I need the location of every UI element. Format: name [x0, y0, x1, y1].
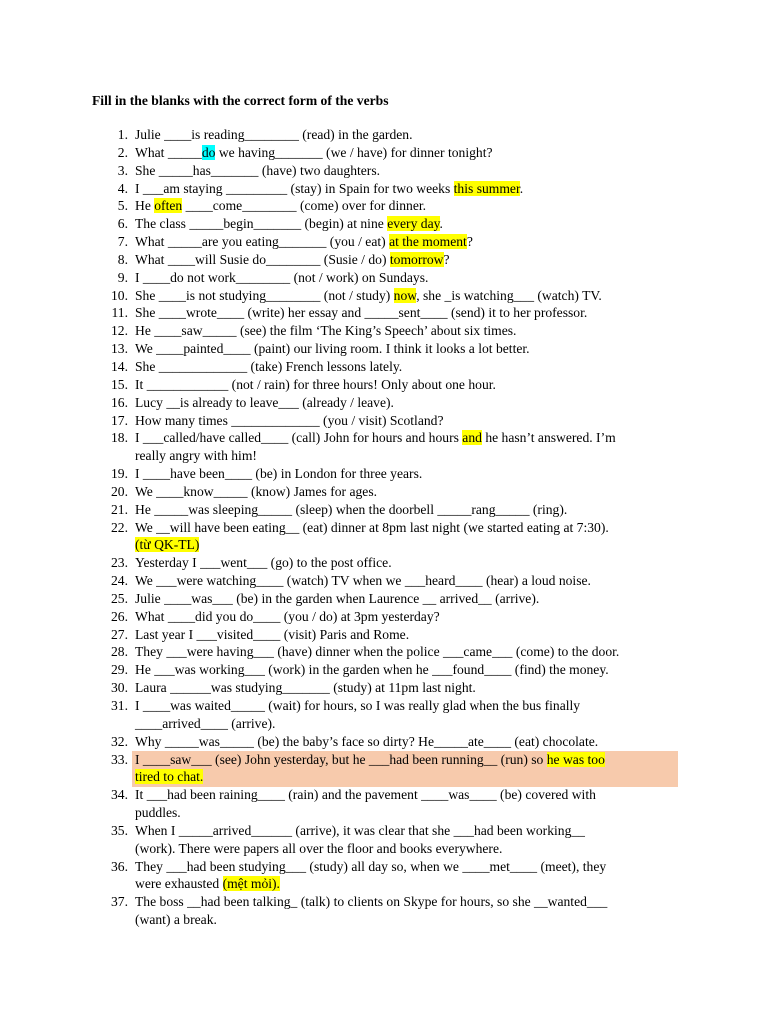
exercise-item: [0, 215, 768, 233]
text-segment: were exhausted: [135, 876, 223, 892]
exercise-text: [135, 483, 377, 501]
text-segment: I ___am staying _________ (stay) in Spain for two weeks: [135, 180, 454, 196]
exercise-item: [0, 590, 768, 608]
highlighted-text: he was too: [546, 751, 605, 767]
text-segment: we having_______ (we / have) for dinner tonight?: [215, 144, 493, 160]
exercise-number: 15.: [111, 376, 128, 392]
text-segment: I ____do not work________ (not / work) on Sundays.: [135, 269, 429, 285]
exercise-item: [0, 554, 768, 572]
highlighted-text: and: [462, 430, 482, 446]
text-segment: What _____: [135, 144, 202, 160]
text-segment: he hasn’t answered. I’m: [481, 430, 616, 446]
exercise-text: [135, 340, 530, 358]
exercise-item: [0, 412, 768, 430]
exercise-item: [0, 251, 768, 269]
exercise-text-continued: [135, 715, 275, 733]
text-segment: She ____wrote____ (write) her essay and _____sent____ (send) it to her professor.: [135, 305, 588, 321]
text-segment: ____arrived____ (arrive).: [135, 715, 276, 731]
exercise-text: [135, 126, 412, 144]
exercise-item: [0, 429, 768, 465]
text-segment: Last year I ___visited____ (visit) Paris and Rome.: [135, 626, 410, 642]
highlighted-text: at the moment: [389, 234, 467, 250]
exercise-number: 8.: [117, 251, 128, 267]
text-segment: ?: [466, 234, 473, 250]
text-segment: Lucy __is already to leave___ (already / leave).: [135, 394, 394, 410]
exercise-item: [0, 144, 768, 162]
exercise-text: [135, 858, 606, 876]
highlighted-text: (mệt mỏi).: [222, 876, 280, 892]
exercise-text-continued: [135, 536, 199, 554]
exercise-text: [135, 429, 616, 447]
exercise-number: 18.: [111, 430, 128, 446]
exercise-number: 26.: [111, 608, 128, 624]
exercise-number: 22.: [111, 519, 128, 535]
exercise-item: [0, 679, 768, 697]
exercise-text-continued: [135, 768, 203, 786]
exercise-text: [135, 162, 380, 180]
text-segment: I ____was waited_____ (wait) for hours, so I was really glad when the bus finally: [135, 698, 581, 713]
exercise-text: [135, 554, 392, 572]
exercise-text: [135, 626, 409, 644]
exercise-text: [135, 251, 450, 269]
text-segment: What ____will Susie do________ (Susie / do): [135, 251, 390, 267]
exercise-number: 30.: [111, 680, 128, 696]
text-segment: What _____are you eating_______ (you / eat): [135, 234, 390, 250]
text-segment: , she _is watching___ (watch) TV.: [416, 287, 602, 303]
highlighted-text: now: [393, 287, 417, 303]
exercise-number: 27.: [111, 626, 128, 642]
highlighted-text: every day: [387, 216, 440, 232]
exercise-item: [0, 287, 768, 305]
text-segment: Julie ____is reading________ (read) in the garden.: [135, 127, 413, 142]
text-segment: He ___was working___ (work) in the garden when he ___found____ (find) the money.: [135, 662, 609, 678]
exercise-item: [0, 822, 768, 858]
exercise-number: 4.: [117, 180, 128, 196]
text-segment: It ____________ (not / rain) for three hours! Only about one hour.: [135, 376, 496, 392]
text-segment: How many times _____________ (you / visit) Scotland?: [135, 412, 444, 428]
text-segment: .: [439, 216, 443, 232]
exercise-item: [0, 751, 768, 787]
exercise-number: 7.: [117, 234, 128, 250]
text-segment: He _____was sleeping_____ (sleep) when the doorbell _____rang_____ (ring).: [135, 501, 568, 517]
text-segment: (work). There were papers all over the floor and books everywhere.: [135, 840, 503, 856]
highlighted-text: tomorrow: [389, 251, 444, 267]
exercise-number: 21.: [111, 501, 128, 517]
text-segment: I ____saw___ (see) John yesterday, but he ___had been running__ (run) so: [135, 751, 547, 767]
exercise-text-continued: [135, 911, 217, 929]
exercise-item: [0, 733, 768, 751]
exercise-text: [135, 697, 580, 715]
exercise-list: [0, 126, 768, 929]
exercise-item: [0, 358, 768, 376]
exercise-number: 25.: [111, 590, 128, 606]
exercise-text: [135, 572, 591, 590]
exercise-item: [0, 661, 768, 679]
text-segment: When I _____arrived______ (arrive), it was clear that she ___had been working__: [135, 822, 585, 838]
exercise-text: [135, 394, 394, 412]
exercise-number: 9.: [117, 269, 128, 285]
exercise-item: [0, 197, 768, 215]
exercise-number: 34.: [111, 787, 128, 803]
exercise-text: [135, 519, 609, 537]
exercise-number: 14.: [111, 358, 128, 374]
exercise-number: 13.: [111, 341, 128, 357]
text-segment: We ___were watching____ (watch) TV when we ___heard____ (hear) a loud noise.: [135, 573, 591, 589]
exercise-item: [0, 626, 768, 644]
exercise-number: 28.: [111, 644, 128, 660]
exercise-item: [0, 304, 768, 322]
exercise-text: [135, 893, 607, 911]
exercise-text-continued: [135, 875, 280, 893]
text-segment: Why _____was_____ (be) the baby’s face so dirty? He_____ate____ (eat) chocolate.: [135, 733, 599, 749]
exercise-text: [135, 233, 473, 251]
text-segment: Julie ____was___ (be) in the garden when Laurence __ arrived__ (arrive).: [135, 590, 540, 606]
exercise-text: [135, 287, 602, 305]
text-segment: He: [135, 198, 155, 214]
exercise-text: [135, 501, 567, 519]
text-segment: really angry with him!: [135, 448, 257, 464]
exercise-number: 32.: [111, 733, 128, 749]
exercise-item: [0, 893, 768, 929]
exercise-item: [0, 465, 768, 483]
exercise-number: 29.: [111, 662, 128, 678]
text-segment: ?: [443, 251, 450, 267]
exercise-item: [0, 340, 768, 358]
text-segment: The boss __had been talking_ (talk) to clients on Skype for hours, so she __wanted___: [135, 894, 608, 910]
exercise-number: 11.: [111, 305, 128, 321]
highlighted-text: do: [201, 144, 216, 160]
highlighted-text: this summer: [453, 180, 520, 196]
exercise-text: [135, 322, 516, 340]
exercise-number: 10.: [111, 287, 128, 303]
exercise-text-continued: [135, 804, 181, 822]
text-segment: ____come________ (come) over for dinner.: [182, 198, 427, 214]
exercise-text: [135, 376, 496, 394]
exercise-number: 17.: [111, 412, 128, 428]
exercise-number: 12.: [111, 323, 128, 339]
exercise-item: [0, 322, 768, 340]
exercise-text-continued: [135, 447, 257, 465]
exercise-text: [135, 661, 609, 679]
text-segment: They ___had been studying___ (study) all day so, when we ____met____ (meet), they: [135, 858, 607, 874]
exercise-item: [0, 162, 768, 180]
exercise-text: [135, 358, 402, 376]
exercise-item: [0, 394, 768, 412]
exercise-item: [0, 608, 768, 626]
exercise-number: 23.: [111, 555, 128, 571]
exercise-text: [135, 412, 443, 430]
text-segment: She ____is not studying________ (not / study): [135, 287, 394, 303]
exercise-text: [135, 751, 605, 769]
exercise-text: [135, 590, 539, 608]
exercise-item: [0, 180, 768, 198]
text-segment: (want) a break.: [135, 912, 217, 928]
highlighted-text: often: [154, 198, 183, 214]
exercise-text: [135, 465, 422, 483]
text-segment: We ____know_____ (know) James for ages.: [135, 483, 378, 499]
exercise-item: [0, 483, 768, 501]
text-segment: I ___called/have called____ (call) John for hours and hours: [135, 430, 463, 446]
exercise-item: [0, 269, 768, 287]
highlighted-text: (từ QK-TL): [135, 537, 200, 553]
text-segment: It ___had been raining____ (rain) and the pavement ____was____ (be) covered with: [135, 787, 596, 803]
text-segment: The class _____begin_______ (begin) at nine: [135, 216, 388, 232]
text-segment: .: [519, 180, 524, 196]
exercise-number: 3.: [117, 162, 128, 178]
exercise-text: [135, 144, 493, 162]
text-segment: I ____have been____ (be) in London for three years.: [135, 466, 423, 482]
text-segment: She _____________ (take) French lessons lately.: [135, 358, 403, 374]
exercise-number: 36.: [111, 858, 128, 874]
exercise-text: [135, 786, 596, 804]
exercise-number: 24.: [111, 573, 128, 589]
text-segment: Laura ______was studying_______ (study) at 11pm last night.: [135, 680, 476, 696]
exercise-item: [0, 697, 768, 733]
exercise-text: [135, 733, 598, 751]
text-segment: He ____saw_____ (see) the film ‘The King’s Speech’ about six times.: [135, 323, 517, 339]
exercise-number: 31.: [111, 698, 128, 713]
exercise-number: 2.: [117, 144, 128, 160]
text-segment: Yesterday I ___went___ (go) to the post office.: [135, 555, 392, 571]
exercise-item: [0, 786, 768, 822]
exercise-item: [0, 376, 768, 394]
exercise-text: [135, 197, 426, 215]
exercise-text: [135, 608, 440, 626]
highlighted-text: tired to chat.: [135, 769, 204, 785]
exercise-item: [0, 233, 768, 251]
exercise-text: [135, 822, 585, 840]
exercise-text: [135, 679, 476, 697]
exercise-text: [135, 180, 523, 198]
text-segment: They ___were having___ (have) dinner when the police ___came___ (come) to the door.: [135, 644, 620, 660]
exercise-item: [0, 501, 768, 519]
text-segment: What ____did you do____ (you / do) at 3pm yesterday?: [135, 608, 440, 624]
text-segment: We ____painted____ (paint) our living room. I think it looks a lot better.: [135, 341, 530, 357]
text-segment: She _____has_______ (have) two daughters.: [135, 162, 381, 178]
exercise-number: 33.: [111, 751, 128, 767]
exercise-text: [135, 215, 443, 233]
exercise-text-continued: [135, 840, 502, 858]
exercise-item: [0, 126, 768, 144]
exercise-item: [0, 519, 768, 555]
exercise-item: [0, 643, 768, 661]
exercise-item: [0, 858, 768, 894]
exercise-number: 16.: [111, 394, 128, 410]
exercise-text: [135, 643, 619, 661]
exercise-number: 20.: [111, 483, 128, 499]
exercise-number: 37.: [111, 894, 128, 910]
exercise-text: [135, 304, 587, 322]
worksheet-title: Fill in the blanks with the correct form of the verbs: [92, 93, 389, 108]
exercise-item: [0, 572, 768, 590]
exercise-number: 5.: [117, 198, 128, 214]
text-segment: We __will have been eating__ (eat) dinner at 8pm last night (we started eating at 7:30).: [135, 519, 609, 535]
exercise-number: 19.: [111, 466, 128, 482]
text-segment: puddles.: [135, 805, 181, 821]
exercise-number: 35.: [111, 822, 128, 838]
exercise-text: [135, 269, 428, 287]
exercise-number: 6.: [117, 216, 128, 232]
exercise-number: 1.: [117, 127, 128, 142]
